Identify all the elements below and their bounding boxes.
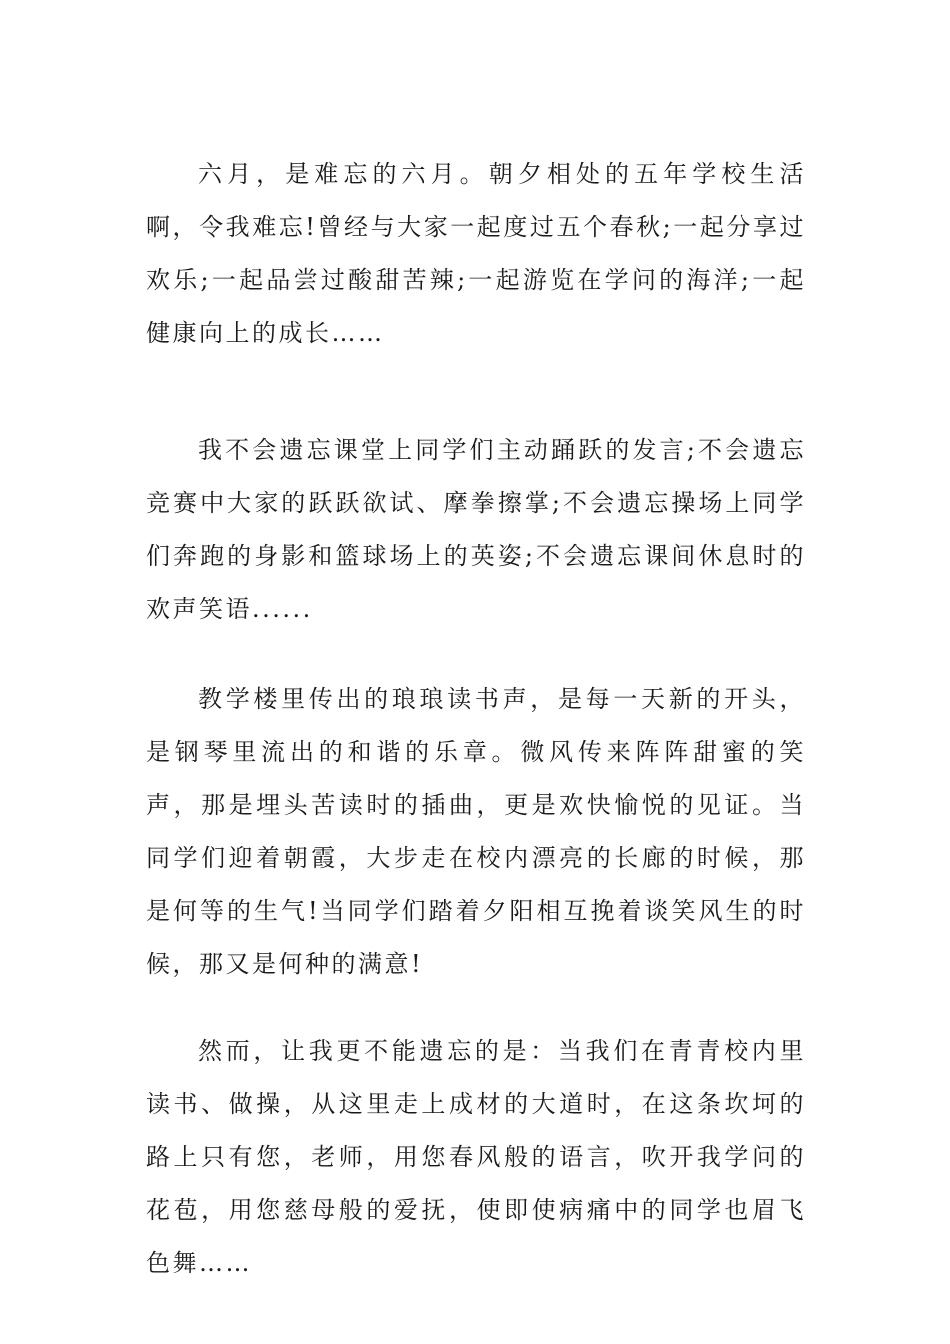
paragraph-1: 六月，是难忘的六月。朝夕相处的五年学校生活啊，令我难忘!曾经与大家一起度过五个春秋;一起分享过欢乐;一起品尝过酸甜苦辣;一起游览在学问的海洋;一起健康向上的成长…… [146, 160, 806, 347]
paragraph-2: 我不会遗忘课堂上同学们主动踊跃的发言;不会遗忘竞赛中大家的跃跃欲试、摩拳擦掌;不会遗忘操场上同学们奔跑的身影和篮球场上的英姿;不会遗忘课间休息时的欢声笑语...... [146, 436, 806, 623]
paragraph-4: 然而，让我更不能遗忘的是：当我们在青青校内里读书、做操，从这里走上成材的大道时，在这条坎坷的路上只有您，老师，用您春风般的语言，吹开我学问的花苞，用您慈母般的爱抚，使即使病痛中的同学也眉飞色舞…… [146, 1037, 806, 1277]
paragraph-3: 教学楼里传出的琅琅读书声，是每一天新的开头，是钢琴里流出的和谐的乐章。微风传来阵阵甜蜜的笑声，那是埋头苦读时的插曲，更是欢快愉悦的见证。当同学们迎着朝霞，大步走在校内漂亮的长廊的时候，那是何等的生气!当同学们踏着夕阳相互挽着谈笑风生的时候，那又是何种的满意! [146, 685, 806, 978]
